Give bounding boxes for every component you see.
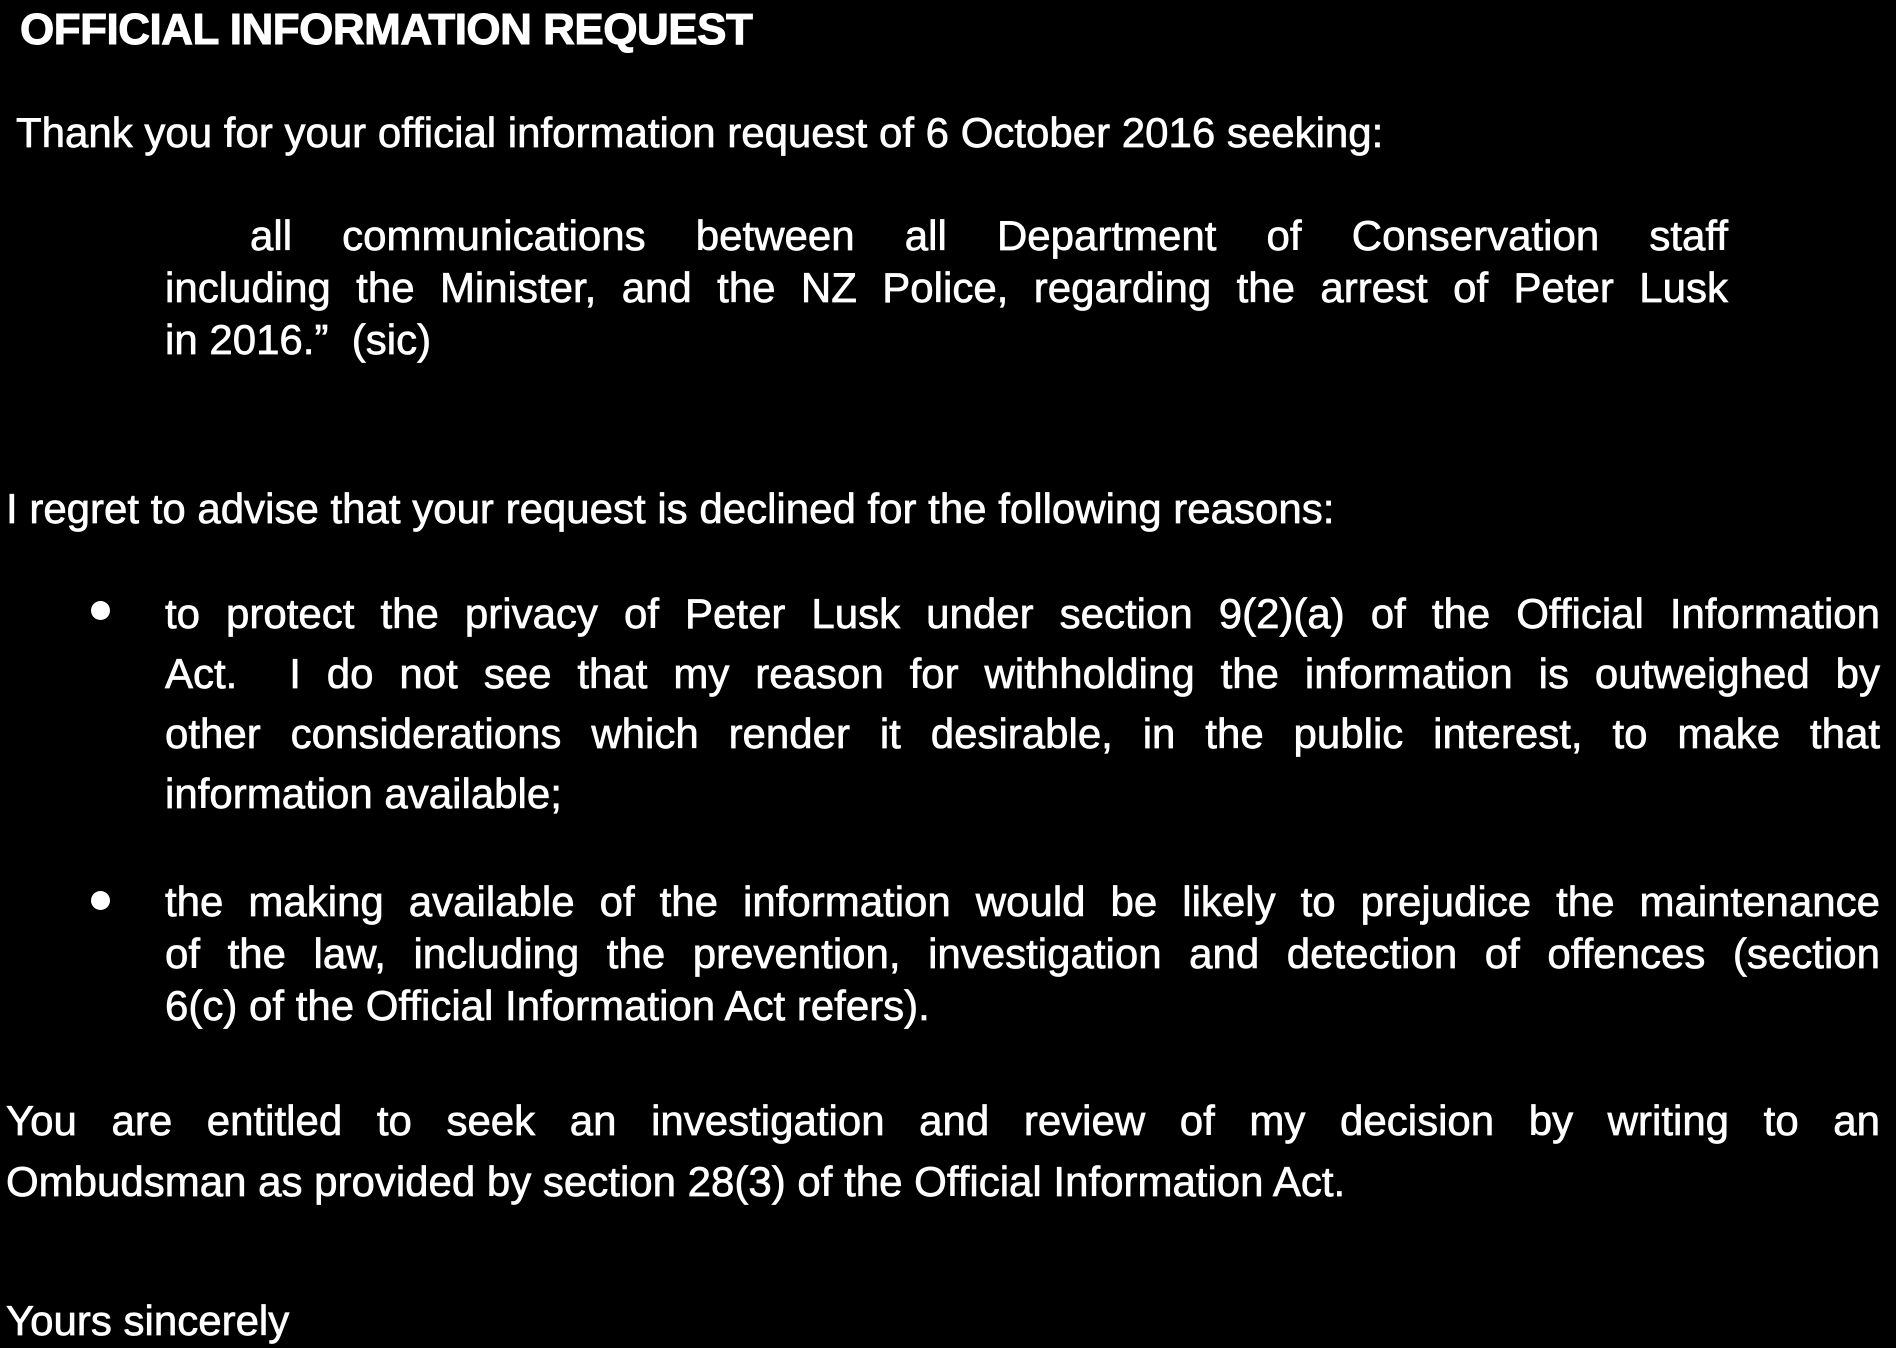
closing-salutation	[6, 1296, 289, 1346]
text-line: of the law, including the prevention, investigation and detection of offences (section	[165, 930, 1880, 977]
text-line: in 2016.” (sic)	[165, 316, 432, 363]
text-line: to protect the privacy of Peter Lusk under section 9(2)(a) of the Official Information	[165, 590, 1880, 637]
quoted-request-block	[165, 210, 1728, 366]
text-line: You are entitled to seek an investigation and review of my decision by writing to an	[6, 1097, 1880, 1144]
document-title: OFFICIAL INFORMATION REQUEST	[20, 5, 753, 54]
bullet-icon	[91, 891, 110, 910]
text-line: 6(c) of the Official Information Act refers).	[165, 982, 930, 1029]
bullet-item-maintenance-of-law	[165, 876, 1880, 1032]
text-line: information available;	[165, 770, 562, 817]
text-line: the making available of the information would be likely to prejudice the maintenance	[165, 878, 1880, 925]
decline-paragraph	[6, 484, 1334, 534]
bullet-item-privacy	[165, 584, 1880, 824]
text-line: all communications between all Department of Conservation staff	[250, 212, 1728, 259]
ombudsman-review-paragraph	[6, 1090, 1880, 1212]
text-line: Ombudsman as provided by section 28(3) of the Official Information Act.	[6, 1158, 1346, 1205]
text-line: Yours sincerely	[6, 1297, 290, 1344]
text-line: other considerations which render it desirable, in the public interest, to make that	[165, 710, 1880, 757]
intro-paragraph	[16, 108, 1383, 158]
text-line: including the Minister, and the NZ Police, regarding the arrest of Peter Lusk	[165, 264, 1728, 311]
text-line: Thank you for your official information request of 6 October 2016 seeking:	[16, 109, 1384, 156]
text-line: Act. I do not see that my reason for withholding the information is outweighed by	[165, 650, 1880, 697]
text-line: I regret to advise that your request is declined for the following reasons:	[6, 485, 1335, 532]
bullet-icon	[91, 601, 110, 620]
